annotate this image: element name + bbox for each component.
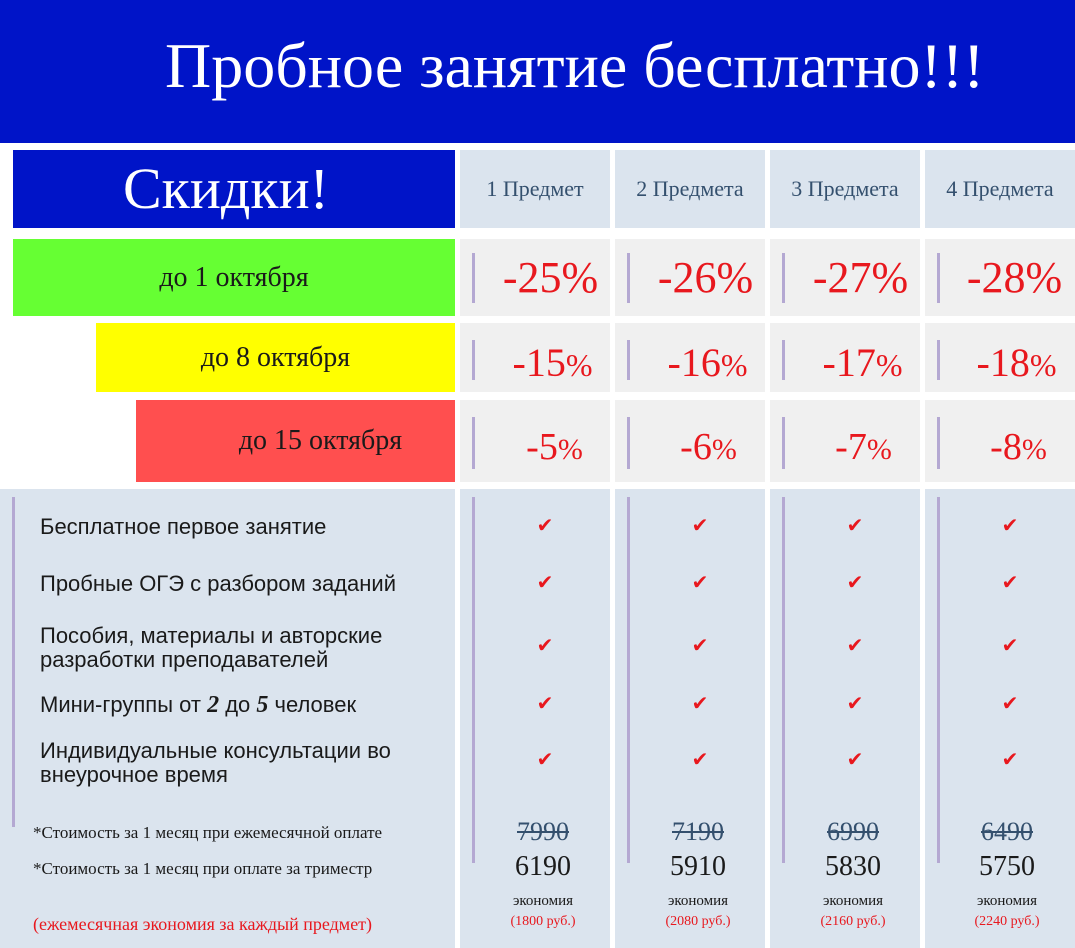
checkmark-icon: ✔ xyxy=(1001,633,1019,657)
divider xyxy=(627,340,630,380)
economy-label: экономия xyxy=(667,893,729,909)
checkmark-icon: ✔ xyxy=(691,513,709,537)
checkmark-icon: ✔ xyxy=(691,747,709,771)
feature-mini-groups: Мини-группы от 2 до 5 человек xyxy=(40,692,357,718)
new-price: 5830 xyxy=(825,851,881,882)
discount-value: -26 % xyxy=(657,253,754,302)
checkmark-icon: ✔ xyxy=(846,691,864,715)
economy-label: экономия xyxy=(512,893,574,909)
column-header-4: 4 Предмета xyxy=(925,150,1075,228)
feature-materials: Пособия, материалы и авторские разработки преподавателей xyxy=(40,623,383,672)
divider xyxy=(472,497,475,863)
checkmark-icon: ✔ xyxy=(691,691,709,715)
discount-value: -7 % xyxy=(835,426,892,468)
checkmark-icon: ✔ xyxy=(1001,691,1019,715)
discount-value: -15 % xyxy=(512,340,593,385)
discount-value: -18 % xyxy=(976,340,1057,385)
checkmark-icon: ✔ xyxy=(846,633,864,657)
checkmark-icon: ✔ xyxy=(846,747,864,771)
checkmark-icon: ✔ xyxy=(536,691,554,715)
savings-amount: (1800 руб.) xyxy=(510,914,576,929)
checkmark-icon: ✔ xyxy=(846,570,864,594)
feature-practice-exams: Пробные ОГЭ с разбором заданий xyxy=(40,571,396,596)
period-oct-1: до 1 октября xyxy=(13,239,455,316)
discount-value: -8 % xyxy=(990,426,1047,468)
discount-value: -28 % xyxy=(966,253,1063,302)
column-header-2: 2 Предмета xyxy=(615,150,765,228)
checkmark-icon: ✔ xyxy=(846,513,864,537)
old-price: 6490 xyxy=(981,817,1033,846)
checkmark-icon: ✔ xyxy=(536,747,554,771)
trimester-price-note: *Стоимость за 1 месяц при оплате за триместр xyxy=(33,859,373,878)
divider xyxy=(472,417,475,469)
divider xyxy=(472,253,475,303)
divider xyxy=(937,417,940,469)
savings-note: (ежемесячная экономия за каждый предмет) xyxy=(33,914,373,934)
checkmark-icon: ✔ xyxy=(1001,513,1019,537)
divider xyxy=(627,417,630,469)
feature-consultations: Индивидуальные консультации во внеурочное время xyxy=(40,738,391,787)
divider xyxy=(12,497,15,827)
checkmark-icon: ✔ xyxy=(536,633,554,657)
checkmark-icon: ✔ xyxy=(536,513,554,537)
divider xyxy=(472,340,475,380)
features-panel xyxy=(0,489,455,948)
divider xyxy=(627,253,630,303)
divider xyxy=(937,253,940,303)
discounts-title: Скидки! xyxy=(123,156,329,221)
economy-label: экономия xyxy=(976,893,1038,909)
column-header-3: 3 Предмета xyxy=(770,150,920,228)
period-oct-15: до 15 октября xyxy=(136,400,455,482)
divider xyxy=(937,340,940,380)
discount-value: -6 % xyxy=(680,426,737,468)
divider xyxy=(782,497,785,863)
checkmark-icon: ✔ xyxy=(1001,747,1019,771)
divider xyxy=(782,340,785,380)
divider xyxy=(627,497,630,863)
old-price: 6990 xyxy=(827,817,879,846)
new-price: 5750 xyxy=(979,851,1035,882)
period-oct-8: до 8 октября xyxy=(96,323,455,392)
savings-amount: (2240 руб.) xyxy=(974,914,1040,929)
monthly-price-note: *Стоимость за 1 месяц при ежемесячной оплате xyxy=(33,823,383,842)
old-price: 7990 xyxy=(517,817,569,846)
checkmark-icon: ✔ xyxy=(691,633,709,657)
divider xyxy=(782,417,785,469)
checkmark-icon: ✔ xyxy=(536,570,554,594)
divider xyxy=(937,497,940,863)
divider xyxy=(782,253,785,303)
column-header-1: 1 Предмет xyxy=(460,150,610,228)
savings-amount: (2080 руб.) xyxy=(665,914,731,929)
feature-free-first-lesson: Бесплатное первое занятие xyxy=(40,514,327,539)
discount-value: -5 % xyxy=(526,426,583,468)
promo-title: Пробное занятие бесплатно!!! xyxy=(165,30,985,101)
economy-label: экономия xyxy=(822,893,884,909)
new-price: 6190 xyxy=(515,851,571,882)
discount-value: -27 % xyxy=(812,253,909,302)
savings-amount: (2160 руб.) xyxy=(820,914,886,929)
checkmark-icon: ✔ xyxy=(691,570,709,594)
discount-value: -17 % xyxy=(822,340,903,385)
old-price: 7190 xyxy=(672,817,724,846)
discount-value: -16 % xyxy=(667,340,748,385)
new-price: 5910 xyxy=(670,851,726,882)
checkmark-icon: ✔ xyxy=(1001,570,1019,594)
discount-value: -25 % xyxy=(502,253,599,302)
